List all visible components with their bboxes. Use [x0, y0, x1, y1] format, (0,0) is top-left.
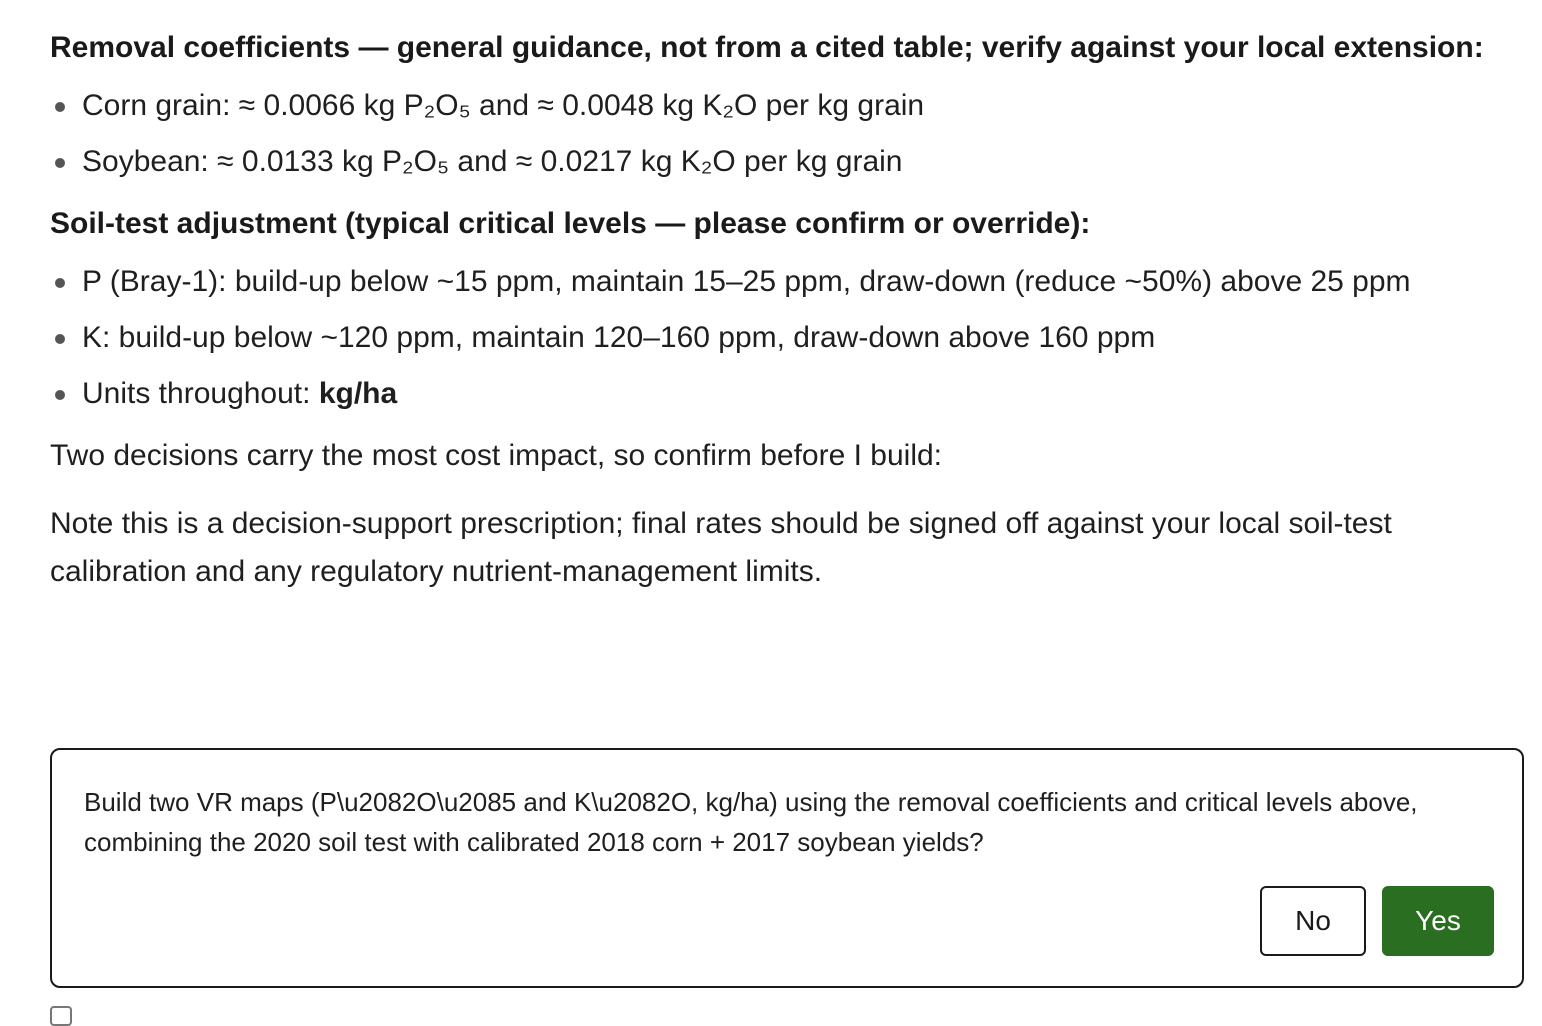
list-item: [50, 258, 1510, 306]
decisions-paragraph: Two decisions carry the most cost impact, so confirm before I build:: [50, 439, 943, 472]
units-prefix: Units throughout:: [82, 377, 319, 410]
units-value: kg/ha: [318, 377, 398, 410]
note-paragraph: Note this is a decision-support prescription; final rates should be signed off against your local soil-test calibration and any regulatory nutrient-management limits.: [50, 507, 1392, 588]
soil-test-heading: Soil-test adjustment (typical critical levels — please confirm or override):: [50, 207, 1091, 240]
list-item: [50, 314, 1510, 362]
corn-coefficient-text: Corn grain: ≈ 0.0066 kg P₂O₅ and ≈ 0.0048 kg K₂O per kg grain: [82, 89, 925, 122]
bullet-icon: [55, 158, 65, 168]
bullet-icon: [55, 102, 65, 112]
confirmation-card: [50, 748, 1524, 988]
yes-button[interactable]: Yes: [1382, 886, 1494, 956]
checkbox[interactable]: [50, 1006, 72, 1026]
bullet-icon: [55, 390, 65, 400]
soil-test-list: [50, 258, 1510, 418]
list-item: [50, 82, 1510, 130]
bullet-icon: [55, 334, 65, 344]
potassium-levels-text: K: build-up below ~120 ppm, maintain 120–160 ppm, draw-down above 160 ppm: [82, 321, 1156, 354]
phosphorus-levels-text: P (Bray-1): build-up below ~15 ppm, maintain 15–25 ppm, draw-down (reduce ~50%) above 25 ppm: [82, 265, 1411, 298]
message-content: [50, 24, 1510, 596]
bullet-icon: [55, 278, 65, 288]
soybean-coefficient-text: Soybean: ≈ 0.0133 kg P₂O₅ and ≈ 0.0217 kg K₂O per kg grain: [82, 145, 903, 178]
list-item: [50, 138, 1510, 186]
confirmation-question: Build two VR maps (P\u2082O\u2085 and K\u2082O, kg/ha) using the removal coefficients and critical levels above, combining the 2020 soil test with calibrated 2018 corn + 2017 soybean yields?: [84, 787, 1418, 857]
removal-coefficients-heading: Removal coefficients — general guidance, not from a cited table; verify against your local extension:: [50, 31, 1484, 64]
no-button[interactable]: No: [1260, 886, 1366, 956]
removal-coefficients-list: [50, 82, 1510, 186]
list-item: [50, 370, 1510, 418]
